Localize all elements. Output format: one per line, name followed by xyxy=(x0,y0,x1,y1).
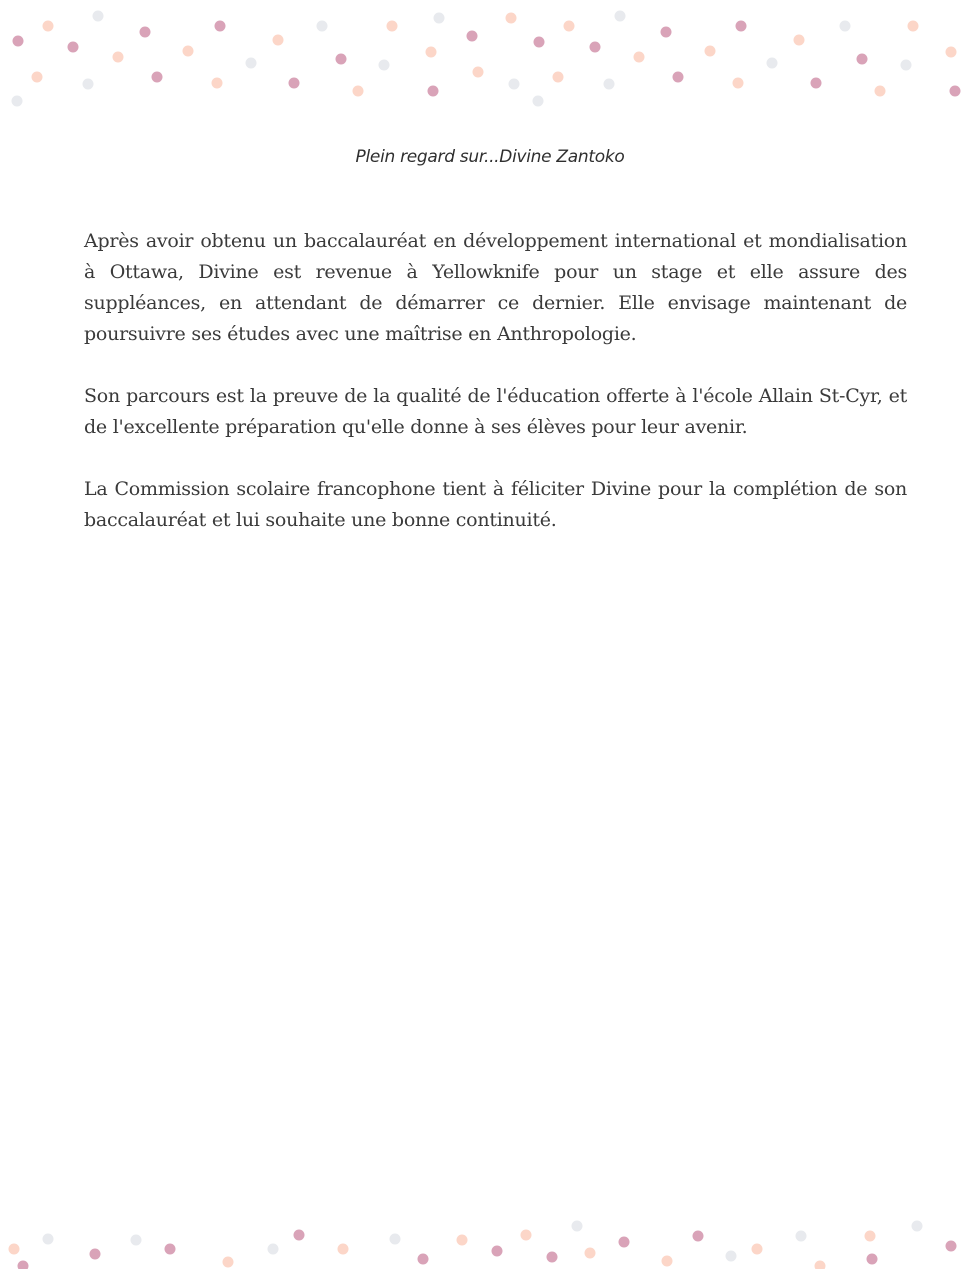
dots-bottom-svg xyxy=(0,1210,980,1269)
article-subtitle: Plein regard sur...Divine Zantoko xyxy=(355,147,625,167)
article-body xyxy=(84,226,907,567)
paragraph-2: Son parcours est la preuve de la qualité de l'éducation offerte à l'école Allain St-Cyr, et de l'excellente préparation qu'elle donne à ses élèves pour leur avenir. xyxy=(84,385,907,438)
decorative-dots-bottom xyxy=(0,1210,980,1269)
decorative-dots-top xyxy=(0,0,980,115)
dots-top-svg xyxy=(0,0,980,115)
paragraph-3: La Commission scolaire francophone tient à féliciter Divine pour la complétion de son baccalauréat et lui souhaite une bonne continuité. xyxy=(84,478,907,531)
paragraph-1: Après avoir obtenu un baccalauréat en développement international et mondialisation à Ottawa, Divine est revenue à Yellowknife pour un stage et elle assure des suppléances, en attendant de démarrer ce dernier. Elle envisage maintenant de poursuivre ses études avec une maîtrise en Anthropologie. xyxy=(84,230,907,345)
